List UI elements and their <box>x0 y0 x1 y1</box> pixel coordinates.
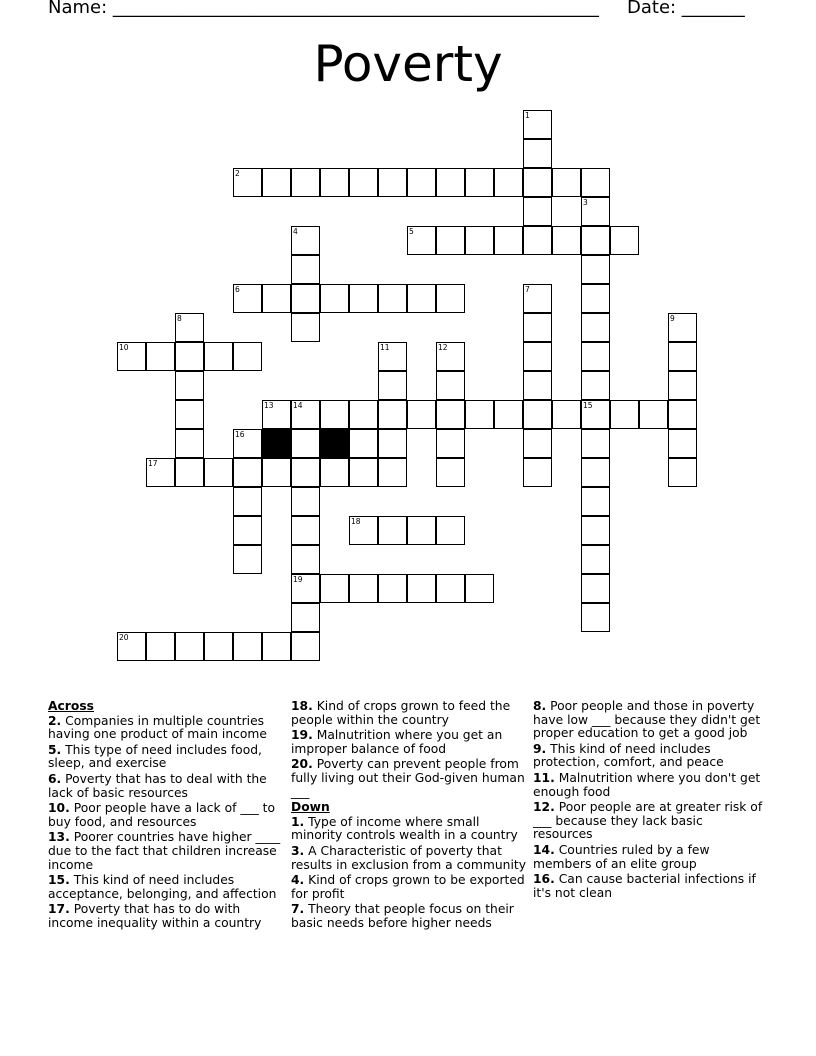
clue-text: This kind of need includes protection, comfort, and peace <box>533 741 724 770</box>
grid-cell[interactable] <box>349 574 378 603</box>
grid-cell[interactable] <box>378 516 407 545</box>
grid-cell[interactable] <box>494 168 523 197</box>
grid-cell[interactable] <box>610 226 639 255</box>
clue-number: 16. <box>533 872 555 887</box>
clue-text: Poorer countries have higher ____ due to the fact that children increase income <box>48 830 281 872</box>
grid-cell[interactable] <box>349 168 378 197</box>
clue-item <box>291 903 529 930</box>
clue-number-label: 16 <box>235 430 245 439</box>
clue-number-label: 20 <box>119 633 129 642</box>
grid-cell[interactable] <box>233 342 262 371</box>
grid-cell[interactable] <box>378 458 407 487</box>
grid-cell[interactable] <box>146 458 175 487</box>
black-cell <box>320 429 349 458</box>
grid-cell[interactable] <box>581 545 610 574</box>
clue-number: 17. <box>48 902 70 917</box>
grid-cell[interactable] <box>175 632 204 661</box>
grid-cell[interactable] <box>349 284 378 313</box>
grid-cell[interactable] <box>204 632 233 661</box>
grid-cell[interactable] <box>668 342 697 371</box>
grid-cell[interactable] <box>523 429 552 458</box>
clue-number: 12. <box>533 800 555 815</box>
grid-cell[interactable] <box>436 458 465 487</box>
grid-cell[interactable] <box>494 400 523 429</box>
name-field-label: Name: ______________________________________________________ <box>48 0 599 18</box>
grid-cell[interactable] <box>668 371 697 400</box>
clue-number: 14. <box>533 842 555 857</box>
page-title: Poverty <box>313 35 503 93</box>
grid-cell[interactable] <box>117 342 146 371</box>
clue-number: 7. <box>291 902 305 917</box>
grid-cell[interactable] <box>436 226 465 255</box>
grid-cell[interactable] <box>378 168 407 197</box>
grid-cell[interactable] <box>523 458 552 487</box>
grid-cell[interactable] <box>581 574 610 603</box>
clue-number-label: 4 <box>293 227 298 236</box>
clue-number: 2. <box>48 713 62 728</box>
across-clue-list <box>48 715 284 931</box>
clue-number-label: 7 <box>525 285 530 294</box>
clue-column-3 <box>533 700 765 902</box>
grid-cell[interactable] <box>436 429 465 458</box>
grid-cell[interactable] <box>320 574 349 603</box>
grid-cell[interactable] <box>436 342 465 371</box>
grid-cell[interactable] <box>552 226 581 255</box>
grid-cell[interactable] <box>349 458 378 487</box>
clue-item <box>48 874 284 901</box>
grid-cell[interactable] <box>581 255 610 284</box>
grid-cell[interactable] <box>436 168 465 197</box>
clue-item <box>291 758 529 799</box>
clue-item <box>533 743 765 770</box>
grid-cell[interactable] <box>320 400 349 429</box>
grid-cell[interactable] <box>581 458 610 487</box>
across-heading: Across <box>48 699 94 713</box>
clue-number-label: 3 <box>583 198 588 207</box>
grid-cell[interactable] <box>291 516 320 545</box>
clue-text: Poverty that has to do with income inequality within a country <box>48 902 262 930</box>
grid-cell[interactable] <box>465 400 494 429</box>
clue-text: Countries ruled by a few members of an elite group <box>533 842 710 871</box>
clue-column-1 <box>48 700 284 933</box>
clue-number-label: 9 <box>670 314 675 323</box>
clue-item <box>291 816 529 843</box>
grid-cell[interactable] <box>175 400 204 429</box>
clue-text: A Characteristic of poverty that results in exclusion from a community <box>291 843 526 872</box>
grid-cell[interactable] <box>523 342 552 371</box>
grid-cell[interactable] <box>146 342 175 371</box>
clue-text: This type of need includes food, sleep, and exercise <box>48 742 262 771</box>
grid-cell[interactable] <box>291 603 320 632</box>
grid-cell[interactable] <box>291 255 320 284</box>
clue-number-label: 19 <box>293 575 303 584</box>
grid-cell[interactable] <box>233 545 262 574</box>
grid-cell[interactable] <box>291 429 320 458</box>
grid-cell[interactable] <box>436 371 465 400</box>
grid-cell[interactable] <box>291 632 320 661</box>
clue-number: 15. <box>48 873 70 888</box>
grid-cell[interactable] <box>175 429 204 458</box>
grid-cell[interactable] <box>581 603 610 632</box>
clue-text: Poor people are at greater risk of ___ because they lack basic resources <box>533 800 763 842</box>
grid-cell[interactable] <box>291 226 320 255</box>
grid-cell[interactable] <box>233 487 262 516</box>
grid-cell[interactable] <box>233 168 262 197</box>
grid-cell[interactable] <box>204 458 233 487</box>
down-clue-list <box>291 816 529 931</box>
clue-number-label: 12 <box>438 343 448 352</box>
clue-item <box>533 873 765 900</box>
black-cell <box>262 429 291 458</box>
clue-number-label: 8 <box>177 314 182 323</box>
down-heading: Down <box>291 800 330 815</box>
grid-cell[interactable] <box>291 168 320 197</box>
clue-text: Malnutrition where you get an improper balance of food <box>291 728 503 756</box>
clue-item <box>48 715 284 742</box>
grid-cell[interactable] <box>320 458 349 487</box>
clue-number: 9. <box>533 741 547 756</box>
clue-item <box>291 729 529 756</box>
clue-item <box>533 700 765 741</box>
grid-cell[interactable] <box>175 342 204 371</box>
clue-number: 10. <box>48 801 70 816</box>
grid-cell[interactable] <box>291 545 320 574</box>
grid-cell[interactable] <box>581 342 610 371</box>
clue-number: 1. <box>291 814 305 829</box>
grid-cell[interactable] <box>552 168 581 197</box>
date-field-label: Date: _______ <box>627 0 745 18</box>
clue-number: 20. <box>291 757 313 772</box>
grid-cell[interactable] <box>175 458 204 487</box>
grid-cell[interactable] <box>552 400 581 429</box>
grid-cell[interactable] <box>581 429 610 458</box>
grid-cell[interactable] <box>523 284 552 313</box>
grid-cell[interactable] <box>581 197 610 226</box>
grid-cell[interactable] <box>581 226 610 255</box>
clue-item <box>48 903 284 930</box>
grid-cell[interactable] <box>436 516 465 545</box>
grid-cell[interactable] <box>320 284 349 313</box>
clue-item <box>291 700 529 727</box>
grid-cell[interactable] <box>378 284 407 313</box>
down-clue-list-continued <box>533 700 765 900</box>
clue-number: 19. <box>291 728 313 743</box>
clue-item <box>533 772 765 799</box>
grid-cell[interactable] <box>581 400 610 429</box>
grid-cell[interactable] <box>407 400 436 429</box>
grid-cell[interactable] <box>349 516 378 545</box>
grid-cell[interactable] <box>349 429 378 458</box>
clue-number-label: 6 <box>235 285 240 294</box>
grid-cell[interactable] <box>610 400 639 429</box>
grid-cell[interactable] <box>494 226 523 255</box>
clue-text: Poor people and those in poverty have low ___ because they didn't get proper education to get a good job <box>533 699 761 741</box>
clue-item <box>291 845 529 872</box>
grid-cell[interactable] <box>668 400 697 429</box>
grid-cell[interactable] <box>581 168 610 197</box>
across-clue-list-continued <box>291 700 529 799</box>
grid-cell[interactable] <box>349 400 378 429</box>
grid-cell[interactable] <box>436 574 465 603</box>
grid-cell[interactable] <box>407 168 436 197</box>
grid-cell[interactable] <box>465 168 494 197</box>
clue-number-label: 15 <box>583 401 593 410</box>
clue-item <box>48 831 284 872</box>
clue-text: Poverty can prevent people from fully living out their God-given human ___ <box>291 757 525 799</box>
grid-cell[interactable] <box>117 632 146 661</box>
clue-text: This kind of need includes acceptance, belonging, and affection <box>48 873 277 901</box>
clue-number-label: 5 <box>409 227 414 236</box>
grid-cell[interactable] <box>233 458 262 487</box>
grid-cell[interactable] <box>291 284 320 313</box>
grid-cell[interactable] <box>407 284 436 313</box>
clue-text: Companies in multiple countries having one product of main income <box>48 713 267 742</box>
grid-cell[interactable] <box>523 168 552 197</box>
clue-number: 18. <box>291 699 313 713</box>
grid-cell[interactable] <box>581 516 610 545</box>
clue-number: 11. <box>533 770 555 785</box>
clue-number: 6. <box>48 771 62 786</box>
grid-cell[interactable] <box>146 632 175 661</box>
clue-text: Theory that people focus on their basic needs before higher needs <box>291 902 514 930</box>
clue-number-label: 18 <box>351 517 361 526</box>
clue-text: Kind of crops grown to be exported for profit <box>291 873 525 901</box>
clue-item <box>48 802 284 829</box>
clue-item <box>48 773 284 800</box>
clue-text: Malnutrition where you don't get enough food <box>533 770 761 799</box>
grid-cell[interactable] <box>262 284 291 313</box>
clue-item <box>48 744 284 771</box>
clue-number-label: 13 <box>264 401 274 410</box>
grid-cell[interactable] <box>523 110 552 139</box>
grid-cell[interactable] <box>262 632 291 661</box>
clue-text: Can cause bacterial infections if it's not clean <box>533 872 756 900</box>
clue-number: 3. <box>291 843 305 858</box>
grid-cell[interactable] <box>436 400 465 429</box>
grid-cell[interactable] <box>407 574 436 603</box>
grid-cell[interactable] <box>668 429 697 458</box>
clue-number: 8. <box>533 699 547 713</box>
grid-cell[interactable] <box>233 632 262 661</box>
clue-number: 5. <box>48 742 62 757</box>
clue-number-label: 17 <box>148 459 158 468</box>
grid-cell[interactable] <box>668 313 697 342</box>
clue-number-label: 14 <box>293 401 303 410</box>
clue-text: Type of income where small minority controls wealth in a country <box>291 814 518 843</box>
clue-text: Kind of crops grown to feed the people within the country <box>291 699 511 727</box>
grid-cell[interactable] <box>581 371 610 400</box>
grid-cell[interactable] <box>291 574 320 603</box>
grid-cell[interactable] <box>436 284 465 313</box>
grid-cell[interactable] <box>175 313 204 342</box>
clue-text: Poor people have a lack of ___ to buy food, and resources <box>48 801 276 829</box>
grid-cell[interactable] <box>668 458 697 487</box>
grid-cell[interactable] <box>378 371 407 400</box>
clue-number: 13. <box>48 830 70 845</box>
grid-cell[interactable] <box>465 574 494 603</box>
grid-cell[interactable] <box>581 487 610 516</box>
clue-number-label: 10 <box>119 343 129 352</box>
grid-cell[interactable] <box>523 139 552 168</box>
clue-number-label: 1 <box>525 111 530 120</box>
grid-cell[interactable] <box>204 342 233 371</box>
grid-cell[interactable] <box>407 226 436 255</box>
grid-cell[interactable] <box>175 371 204 400</box>
grid-cell[interactable] <box>291 313 320 342</box>
grid-cell[interactable] <box>523 313 552 342</box>
clue-item <box>533 801 765 842</box>
grid-cell[interactable] <box>523 371 552 400</box>
grid-cell[interactable] <box>523 400 552 429</box>
grid-cell[interactable] <box>291 458 320 487</box>
grid-cell[interactable] <box>378 429 407 458</box>
clue-number-label: 2 <box>235 169 240 178</box>
grid-cell[interactable] <box>378 400 407 429</box>
grid-cell[interactable] <box>581 313 610 342</box>
grid-cell[interactable] <box>233 284 262 313</box>
grid-cell[interactable] <box>291 400 320 429</box>
grid-cell[interactable] <box>320 168 349 197</box>
grid-cell[interactable] <box>523 197 552 226</box>
clue-number: 4. <box>291 873 305 888</box>
grid-cell[interactable] <box>262 400 291 429</box>
grid-cell[interactable] <box>378 342 407 371</box>
clue-text: Poverty that has to deal with the lack of basic resources <box>48 771 267 800</box>
grid-cell[interactable] <box>233 429 262 458</box>
clue-item <box>291 874 529 901</box>
grid-cell[interactable] <box>262 458 291 487</box>
grid-cell[interactable] <box>465 226 494 255</box>
clue-column-2 <box>291 700 529 933</box>
grid-cell[interactable] <box>581 284 610 313</box>
clue-item <box>533 844 765 871</box>
grid-cell[interactable] <box>291 487 320 516</box>
grid-cell[interactable] <box>407 516 436 545</box>
grid-cell[interactable] <box>523 226 552 255</box>
grid-cell[interactable] <box>262 168 291 197</box>
grid-cell[interactable] <box>639 400 668 429</box>
grid-cell[interactable] <box>233 516 262 545</box>
grid-cell[interactable] <box>378 574 407 603</box>
clue-number-label: 11 <box>380 343 390 352</box>
